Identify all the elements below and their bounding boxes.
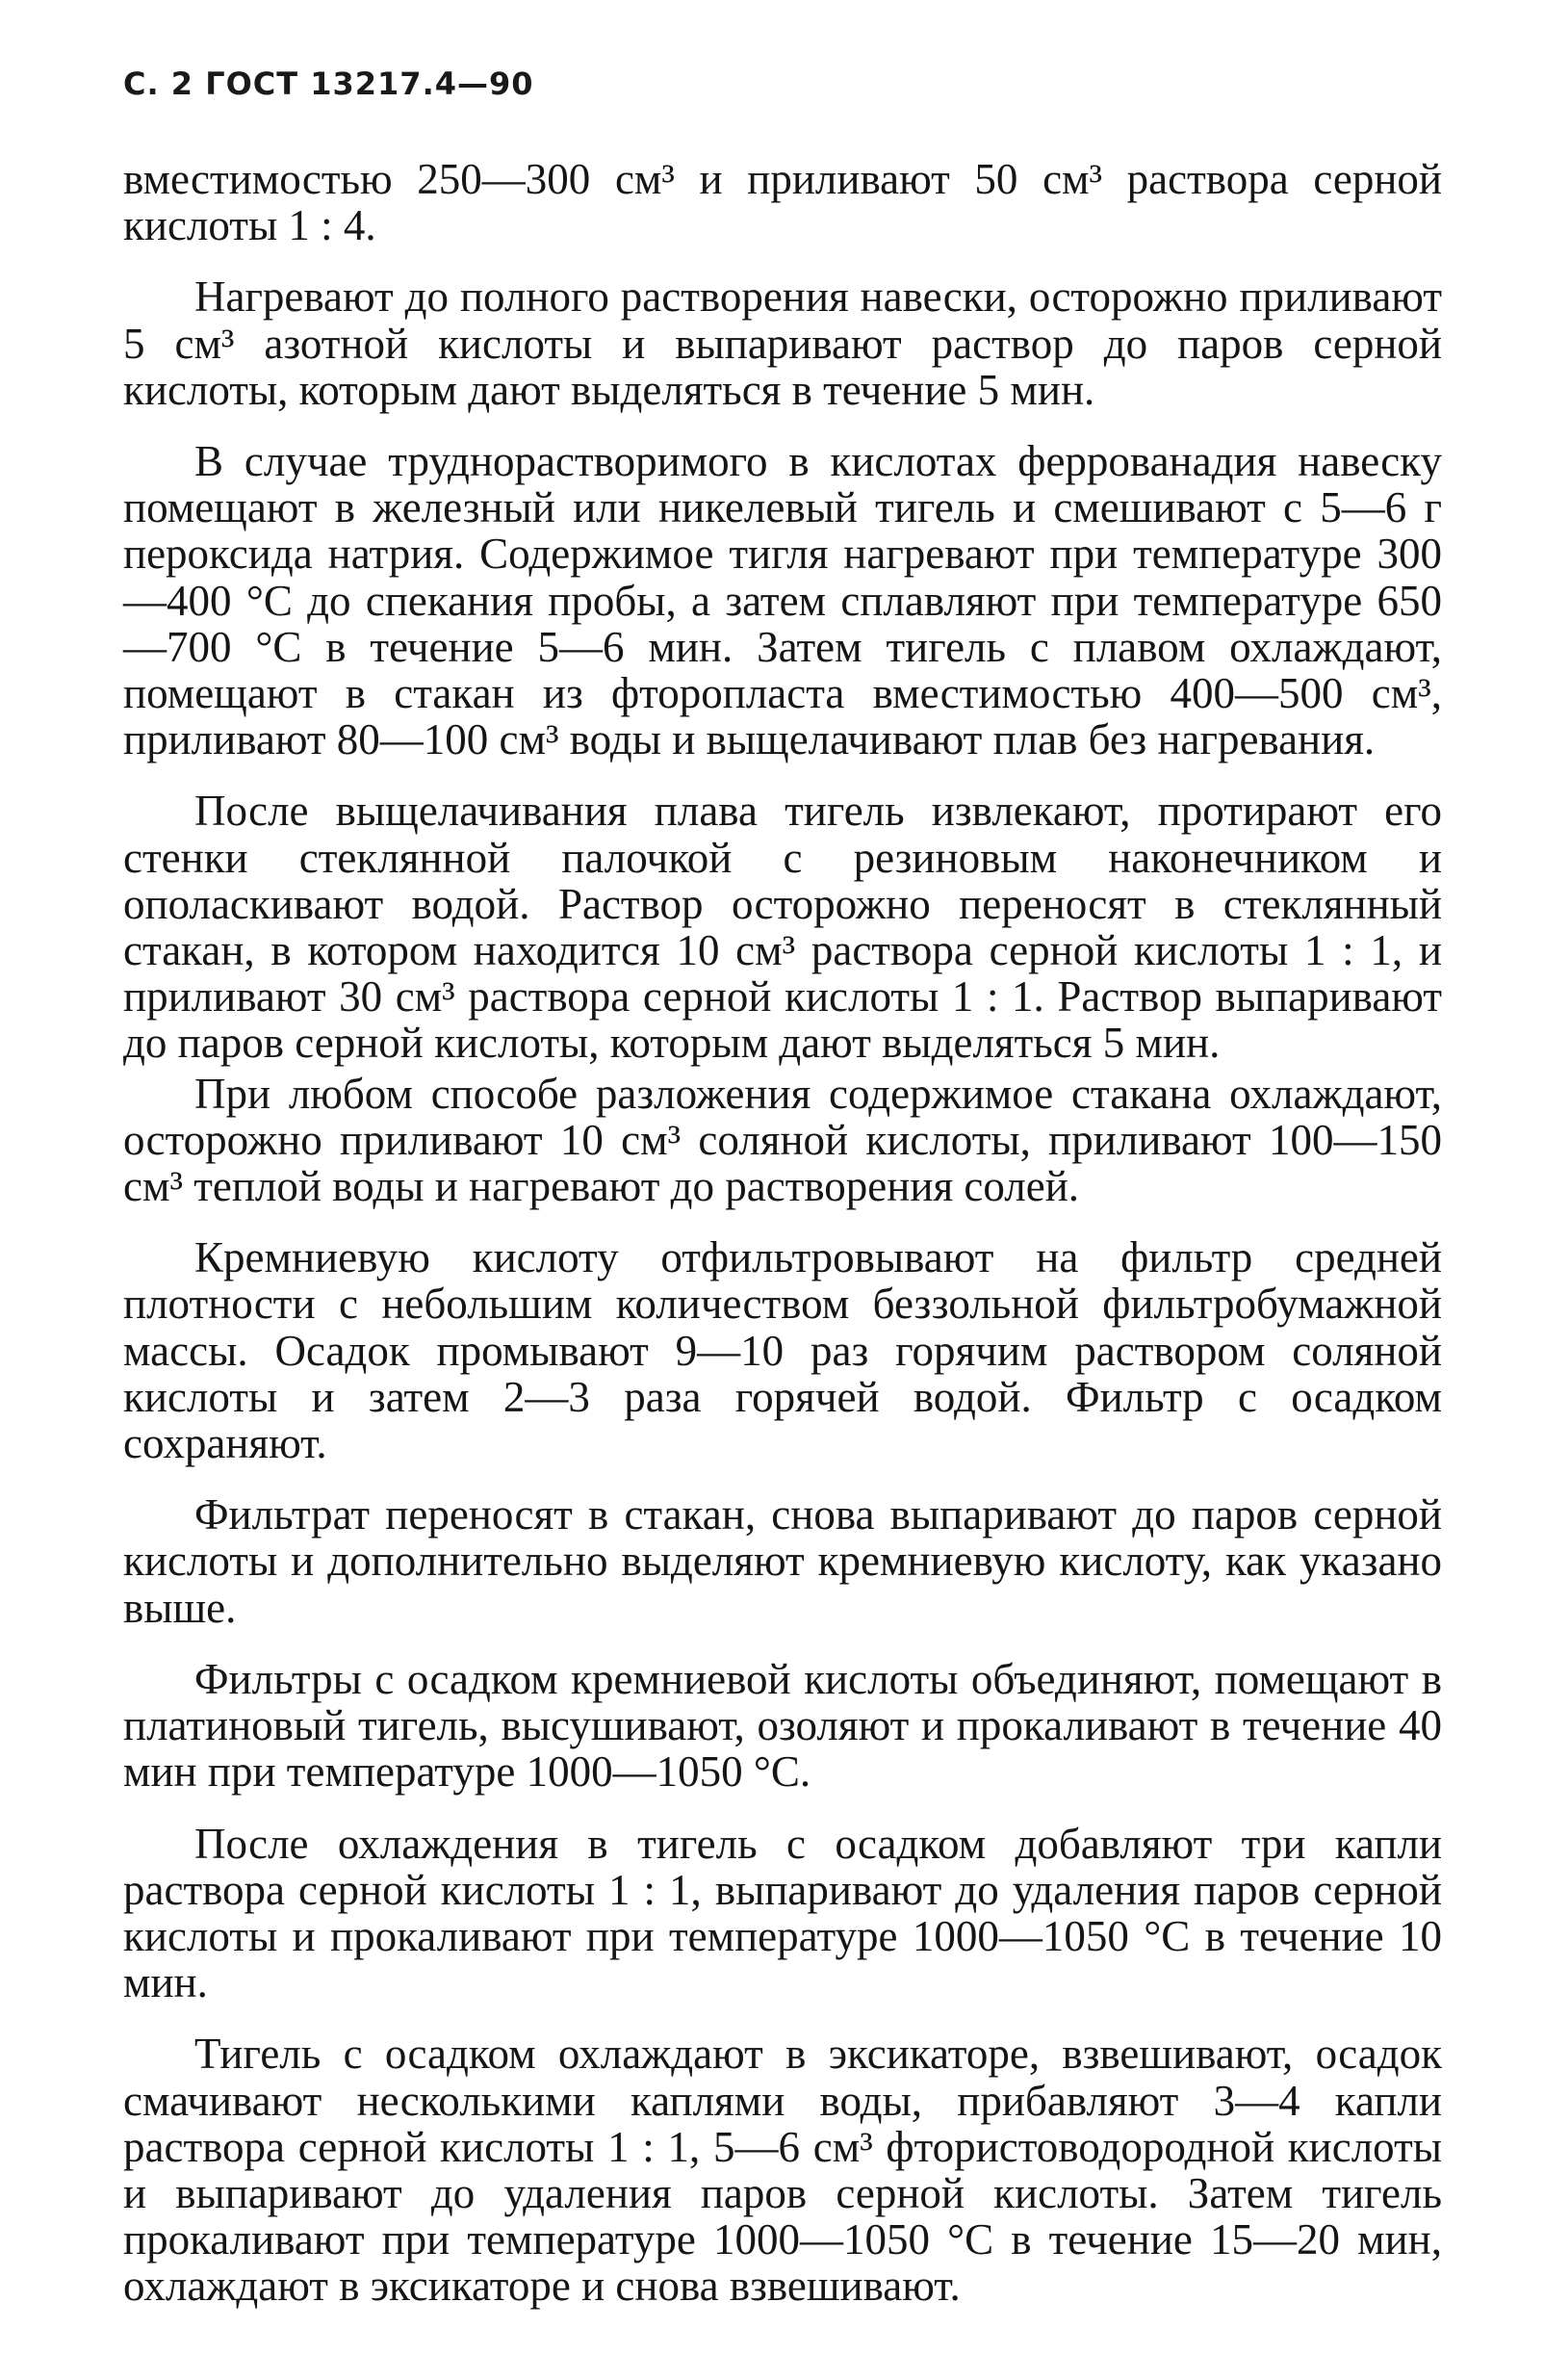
- paragraph-9: После охлаждения в тигель с осадком добавляют три капли раствора серной кислоты 1 : 1, выпаривают до удаления паров серной кислоты и прокаливают при температуре 1000—1050 °С в течение 10 мин.: [123, 1819, 1442, 2007]
- paragraph-7: Фильтрат переносят в стакан, снова выпаривают до паров серной кислоты и дополнительно выделяют кремниевую кислоту, как указано выше.: [123, 1490, 1442, 1632]
- paragraph-3: В случае труднорастворимого в кислотах феррованадия навеску помещают в железный или никелевый тигель и смешивают с 5—6 г пероксида натрия. Содержимое тигля нагревают при температуре 300—400 °С до спекания пробы, а затем сплавляют при температуре 650—700 °С в течение 5—6 мин. Затем тигель с плавом охлаждают, помещают в стакан из фторопласта вместимостью 400—500 см³, приливают 80—100 см³ воды и выщелачивают плав без нагревания.: [123, 437, 1442, 764]
- paragraph-6: Кремниевую кислоту отфильтровывают на фильтр средней плотности с небольшим количеством беззольной фильтробумажной массы. Осадок промывают 9—10 раз горячим раствором соляной кислоты и затем 2—3 раза горячей водой. Фильтр с осадком сохраняют.: [123, 1233, 1442, 1468]
- paragraph-8: Фильтры с осадком кремниевой кислоты объединяют, помещают в платиновый тигель, высушивают, озоляют и прокаливают в течение 40 мин при температуре 1000—1050 °С.: [123, 1654, 1442, 1797]
- page-header: С. 2 ГОСТ 13217.4—90: [123, 65, 534, 102]
- paragraph-5: При любом способе разложения содержимое стакана охлаждают, осторожно приливают 10 см³ соляной кислоты, приливают 100—150 см³ теплой воды и нагревают до растворения солей.: [123, 1069, 1442, 1211]
- paragraph-4: После выщелачивания плава тигель извлекают, протирают его стенки стеклянной палочкой с резиновым наконечником и ополаскивают водой. Раствор осторожно переносят в стеклянный стакан, в котором находится 10 см³ раствора серной кислоты 1 : 1, и приливают 30 см³ раствора серной кислоты 1 : 1. Раствор выпаривают до паров серной кислоты, которым дают выделяться 5 мин.: [123, 787, 1442, 1068]
- paragraph-1: вместимостью 250—300 см³ и приливают 50 см³ раствора серной кислоты 1 : 4.: [123, 155, 1442, 250]
- paragraph-2: Нагревают до полного растворения навески, осторожно приливают 5 см³ азотной кислоты и выпаривают раствор до паров серной кислоты, которым дают выделяться в течение 5 мин.: [123, 272, 1442, 414]
- document-body: [123, 156, 1442, 2335]
- paragraph-10: Тигель с осадком охлаждают в эксикаторе, взвешивают, осадок смачивают несколькими каплями воды, прибавляют 3—4 капли раствора серной кислоты 1 : 1, 5—6 см³ фтористоводородной кислоты и выпаривают до удаления паров серной кислоты. Затем тигель прокаливают при температуре 1000—1050 °С в течение 15—20 мин, охлаждают в эксикаторе и снова взвешивают.: [123, 2030, 1442, 2311]
